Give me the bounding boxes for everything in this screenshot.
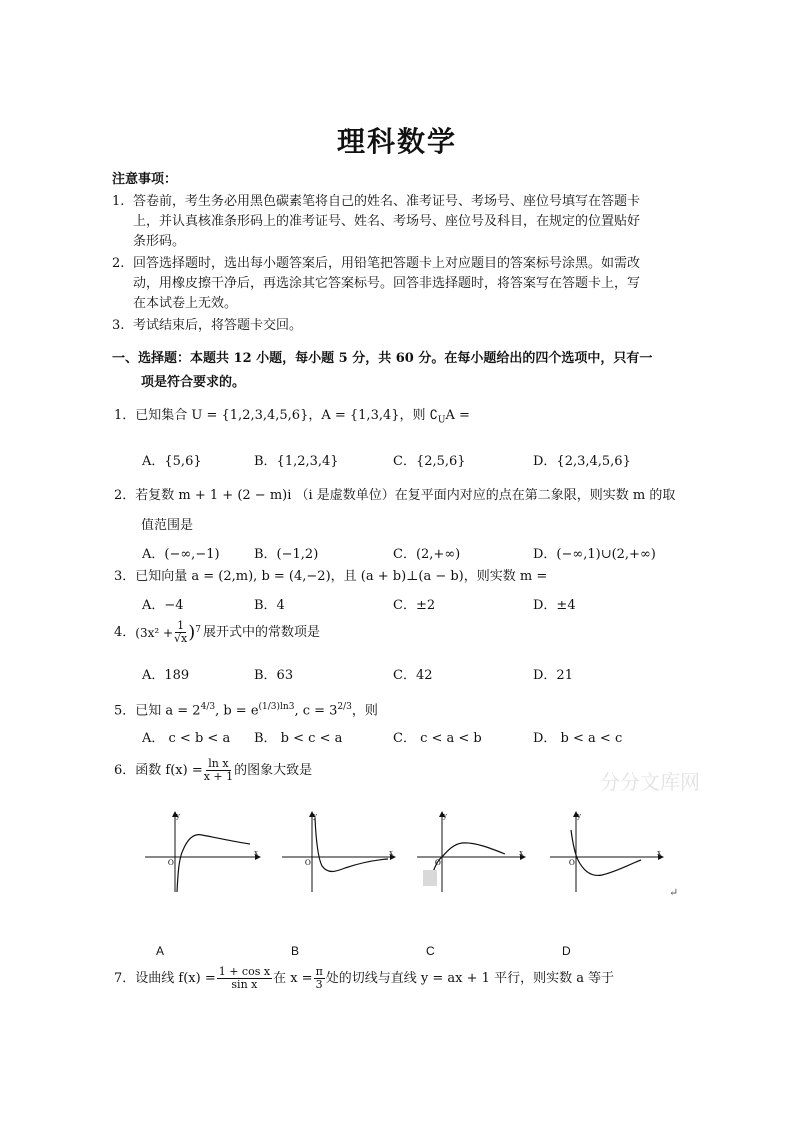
q1-option-c: C．{2,5,6} <box>393 454 466 469</box>
q2-option-a: A．(−∞,−1) <box>142 547 220 562</box>
graph-b <box>282 811 395 892</box>
q4-option-c: C．42 <box>393 668 433 683</box>
graph-b-origin: O <box>305 858 311 867</box>
graph-a-x-label: x <box>254 848 258 857</box>
q6-stem: 6．函数 f(x) = $\frac{\text{ln x}}{x + 1}$ 的图象大致是 <box>114 757 313 783</box>
notice-item-1-line-1: 答卷前，考生务必用黑色碳素笔将自己的姓名、准考证号、考场号、座位号填写在答题卡 <box>133 194 641 209</box>
notice-item-1-num: 1. <box>112 194 125 209</box>
q1-option-d: D．{2,3,4,5,6} <box>533 454 631 469</box>
graph-c-blur-patch <box>423 870 437 886</box>
graph-a-curve <box>177 835 250 892</box>
graph-a <box>145 811 260 892</box>
q1-option-a: A．{5,6} <box>142 454 202 469</box>
notice-item-2-line-2: 动，用橡皮擦干净后，再选涂其它答案标号。回答非选择题时，将答案写在答题卡上，写 <box>133 276 641 291</box>
graph-d-curve <box>571 830 641 875</box>
graph-b-y-label: y <box>313 811 317 820</box>
q5-option-b: B． b < c < a <box>254 731 343 746</box>
q6-graphs <box>130 800 690 900</box>
graph-b-curve <box>315 818 388 872</box>
graph-a-y-label: y <box>176 811 180 820</box>
q3-option-c: C．±2 <box>393 598 436 613</box>
graph-d-label: D <box>562 944 571 958</box>
q4-option-b: B．63 <box>254 668 294 683</box>
q1-option-b: B．{1,2,3,4} <box>254 454 339 469</box>
return-mark-icon: ↵ <box>669 886 679 899</box>
graph-c-x-label: x <box>519 848 523 857</box>
notice-heading: 注意事项： <box>112 172 178 187</box>
q2-option-c: C．(2,+∞) <box>393 547 461 562</box>
graph-d-origin: O <box>569 858 575 867</box>
q4-stem: 4． (3x² + $\frac{1}{√x}$ ) 7 展开式中的常数项是 <box>114 619 321 645</box>
q3-stem: 3．已知向量 a = (2,m), b = (4,−2)，且 (a + b)⊥(a − b)，则实数 m = <box>114 569 548 584</box>
q5-stem: 5．已知 $a = 2^{4/3}$, $b = e^{(1/3)ln3}$, $c = 3^{2/3}$，则 <box>114 702 378 719</box>
section-heading-line-1: 一、选择题：本题共 12 小题，每小题 5 分，共 60 分。在每小题给出的四个选项中，只有一 <box>112 351 653 366</box>
q2-option-d: D．(−∞,1)∪(2,+∞) <box>533 547 656 562</box>
graph-c-y-label: y <box>443 811 447 820</box>
notice-item-3-num: 3. <box>112 318 125 333</box>
graph-a-label: A <box>156 944 165 958</box>
graph-c <box>417 811 525 892</box>
q7-stem: 7．设曲线 f(x) = $\frac{\text{1 + cos x}}{\text{sin x}}$ 在 x = $\frac{\pi}{3}$ 处的切线与直线 y = ax + 1 平行，则实数 a 等于 <box>114 965 615 991</box>
notice-item-1-line-3: 条形码。 <box>133 234 186 249</box>
notice-item-2-line-1: 回答选择题时，选出每小题答案后，用铅笔把答题卡上对应题目的答案标号涂黑。如需改 <box>133 256 641 271</box>
q3-option-a: A．−4 <box>142 598 184 613</box>
q5-option-a: A． c < b < a <box>142 731 231 746</box>
q5-option-c: C． c < a < b <box>393 731 482 746</box>
q1-stem: 1．已知集合 U = {1,2,3,4,5,6}，A = {1,3,4}，则 $∁_UA$ = <box>114 408 470 426</box>
q4-option-a: A．189 <box>142 668 190 683</box>
graph-c-origin: O <box>435 858 441 867</box>
q2-option-b: B．(−1,2) <box>254 547 319 562</box>
page-title: 理科数学 <box>336 125 457 158</box>
q4-option-d: D．21 <box>533 668 573 683</box>
q5-option-d: D． b < a < c <box>533 731 623 746</box>
section-heading-line-2: 项是符合要求的。 <box>141 375 246 390</box>
notice-item-2-num: 2. <box>112 256 125 271</box>
graph-b-label: B <box>291 944 300 958</box>
watermark: 分分文库网 <box>600 770 700 794</box>
notice-item-1-line-2: 上，并认真核准条形码上的准考证号、姓名、考场号、座位号及科目，在规定的位置贴好 <box>133 214 641 229</box>
graph-c-label: C <box>426 944 435 958</box>
graph-a-origin: O <box>168 858 174 867</box>
graph-d-x-label: x <box>657 848 661 857</box>
notice-item-2-line-3: 在本试卷上无效。 <box>133 296 238 311</box>
notice-item-3-line-1: 考试结束后，将答题卡交回。 <box>133 318 303 333</box>
graph-b-x-label: x <box>389 848 393 857</box>
q2-stem-line-1: 2．若复数 m + 1 + (2 − m)i （i 是虚数单位）在复平面内对应的点在第二象限，则实数 m 的取 <box>114 488 676 503</box>
q2-stem-line-2: 值范围是 <box>141 518 194 533</box>
q3-option-b: B．4 <box>254 598 285 613</box>
graph-d <box>550 811 663 892</box>
graph-d-y-label: y <box>577 811 581 820</box>
q3-option-d: D．±4 <box>533 598 576 613</box>
